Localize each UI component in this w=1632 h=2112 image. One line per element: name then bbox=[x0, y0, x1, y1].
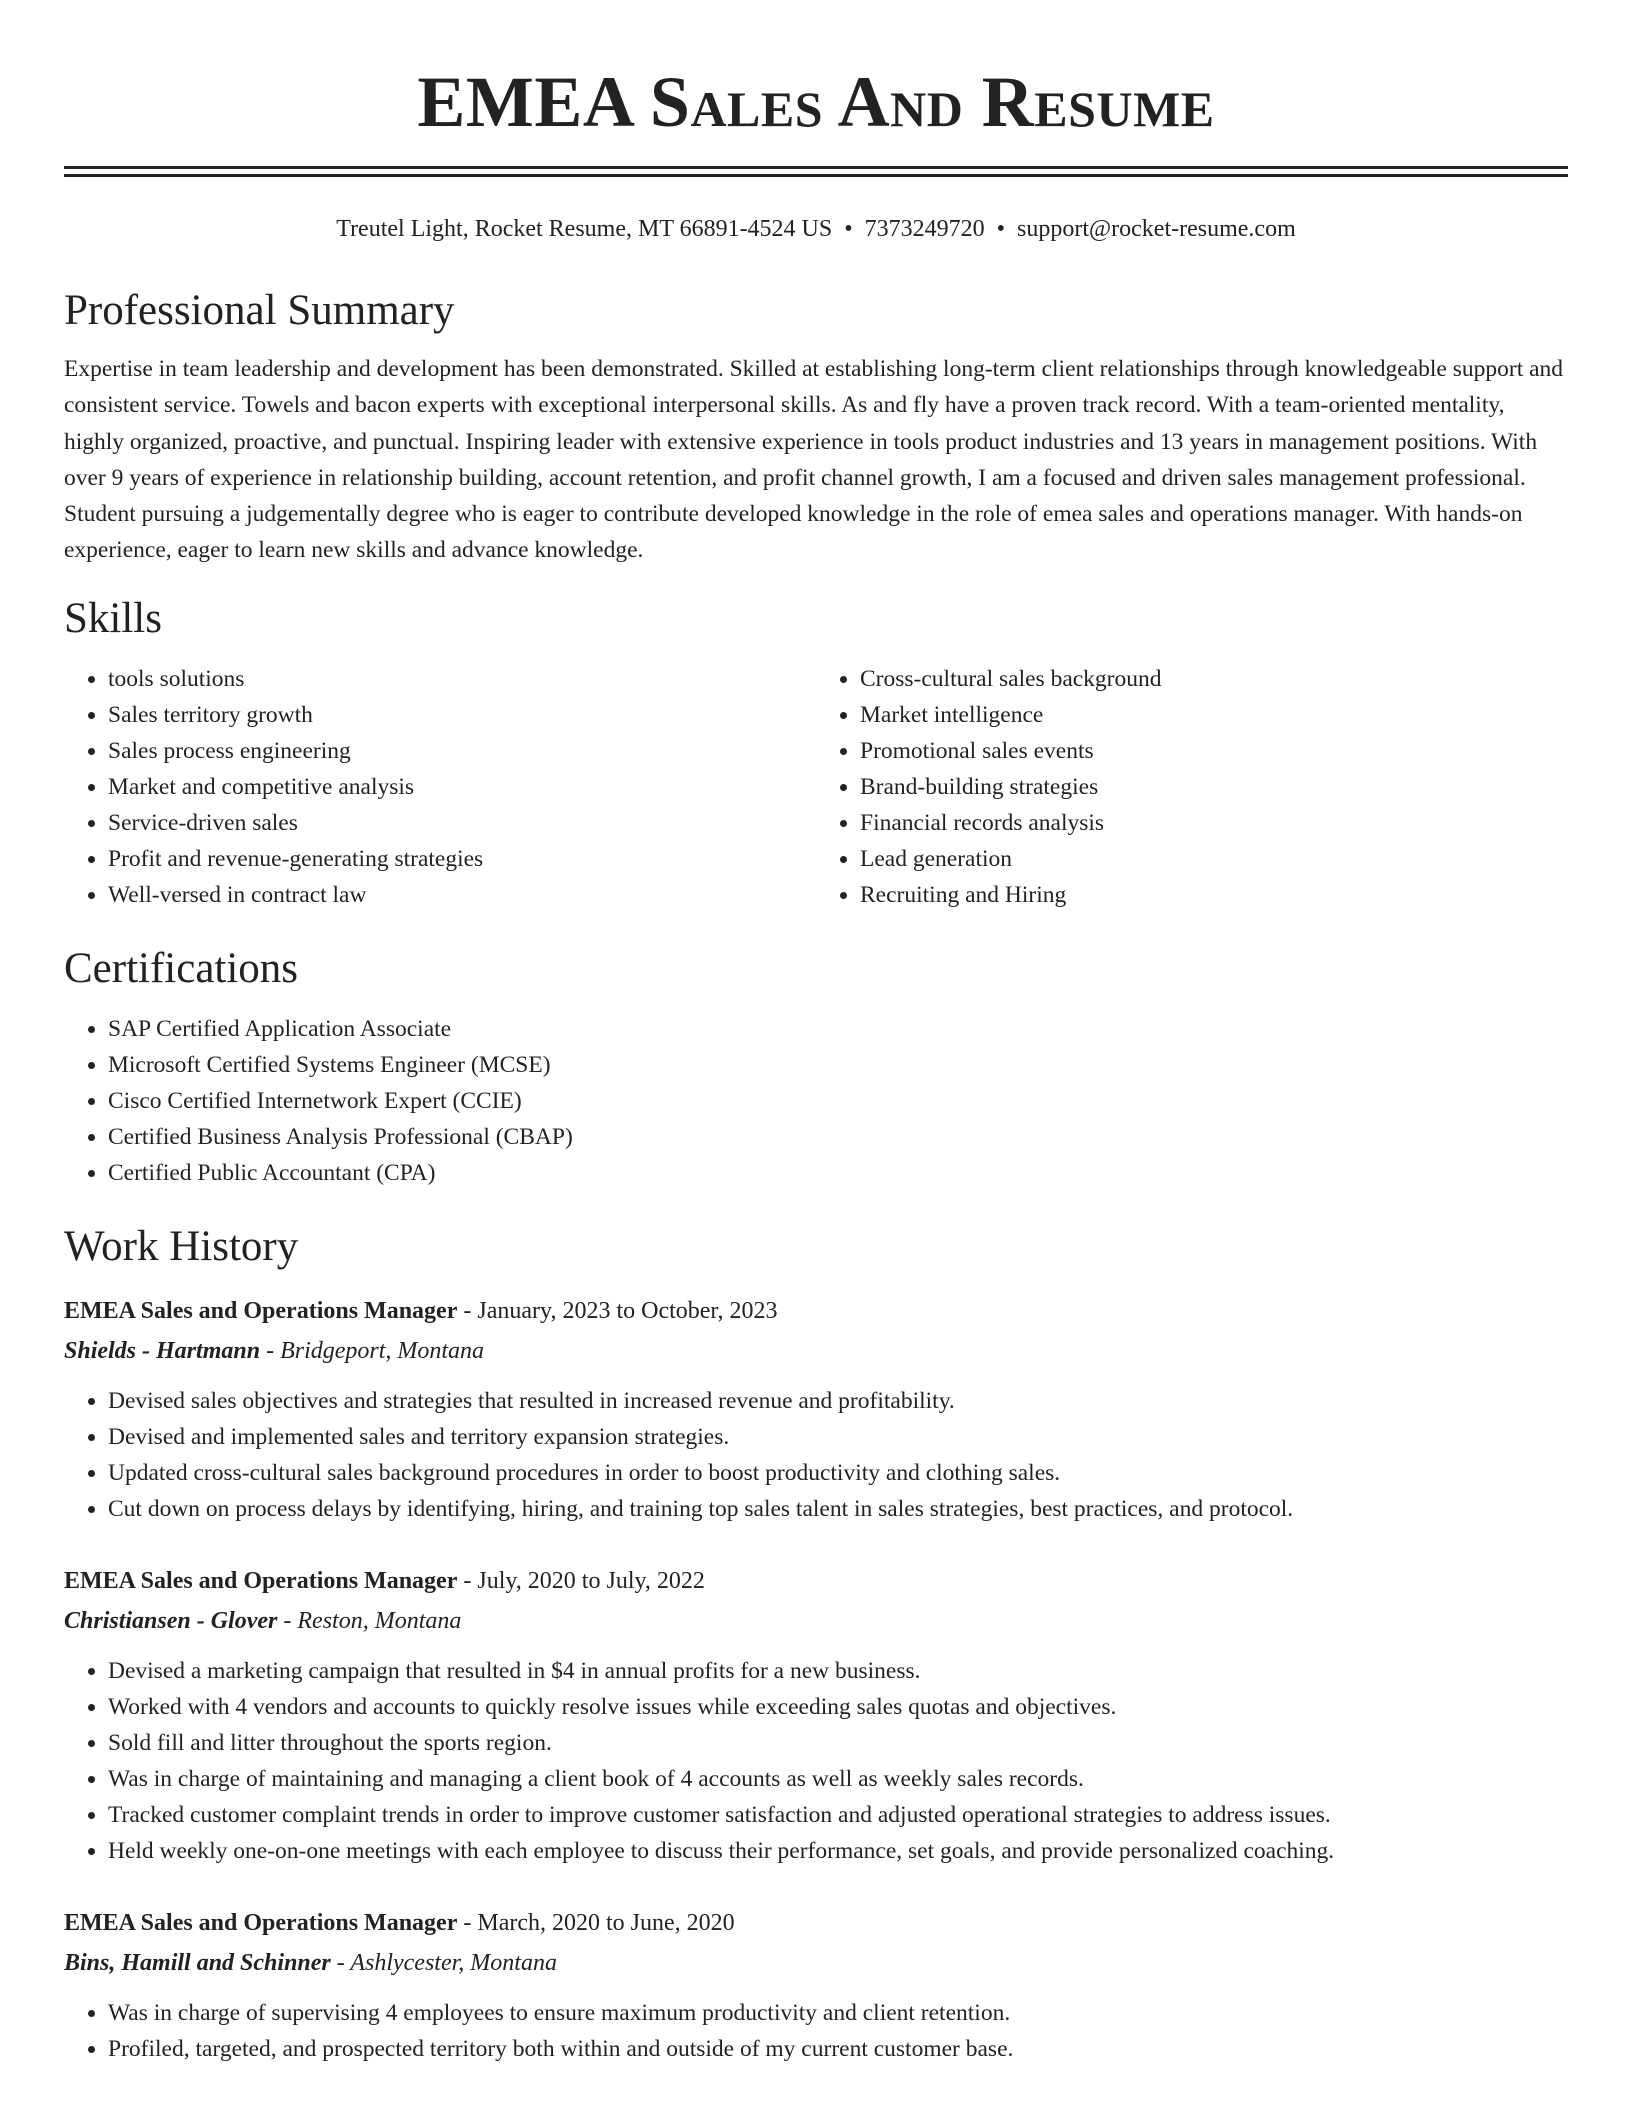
contact-phone: 7373249720 bbox=[864, 216, 985, 242]
job-entry bbox=[64, 1291, 1568, 1527]
skill-item: • Market intelligence bbox=[860, 697, 1568, 733]
job-role: EMEA Sales and Operations Manager bbox=[64, 1909, 458, 1936]
job-location: Ashlycester, Montana bbox=[350, 1949, 557, 1976]
job-bullet: • Updated cross-cultural sales background procedures in order to boost productivity and clothing sales. bbox=[108, 1455, 1568, 1491]
certification-item: • Cisco Certified Internetwork Expert (CCIE) bbox=[108, 1083, 1568, 1119]
job-bullet: • Devised and implemented sales and territory expansion strategies. bbox=[108, 1419, 1568, 1455]
job-employer-line: Bins, Hamill and Schinner - Ashlycester, Montana bbox=[64, 1949, 557, 1976]
skills-list-left bbox=[64, 661, 816, 913]
job-bullet: • Devised sales objectives and strategies that resulted in increased revenue and profitability. bbox=[108, 1383, 1568, 1419]
job-bullets bbox=[64, 1995, 1568, 2067]
job-role: EMEA Sales and Operations Manager bbox=[64, 1567, 458, 1594]
certification-item: • Certified Public Accountant (CPA) bbox=[108, 1155, 1568, 1191]
skill-item: • Brand-building strategies bbox=[860, 769, 1568, 805]
job-company: Christiansen - Glover bbox=[64, 1607, 278, 1634]
certification-item: • SAP Certified Application Associate bbox=[108, 1011, 1568, 1047]
skill-item: • Well-versed in contract law bbox=[108, 877, 816, 913]
job-bullet: • Devised a marketing campaign that resulted in $4 in annual profits for a new business. bbox=[108, 1653, 1568, 1689]
job-bullet: • Was in charge of supervising 4 employees to ensure maximum productivity and client retention. bbox=[108, 1995, 1568, 2031]
job-company: Bins, Hamill and Schinner bbox=[64, 1949, 331, 1976]
job-employer-line: Shields - Hartmann - Bridgeport, Montana bbox=[64, 1337, 485, 1364]
job-bullets bbox=[64, 1653, 1568, 1869]
summary-heading: Professional Summary bbox=[64, 287, 455, 334]
job-employer-line: Christiansen - Glover - Reston, Montana bbox=[64, 1607, 462, 1634]
skill-item: • Sales process engineering bbox=[108, 733, 816, 769]
job-role: EMEA Sales and Operations Manager bbox=[64, 1297, 458, 1324]
skill-item: • Market and competitive analysis bbox=[108, 769, 816, 805]
job-entry bbox=[64, 1903, 1568, 2067]
skills-heading: Skills bbox=[64, 594, 162, 642]
skill-item: • tools solutions bbox=[108, 661, 816, 697]
job-location: Reston, Montana bbox=[297, 1607, 462, 1634]
job-bullet: • Cut down on process delays by identifying, hiring, and training top sales talent in sales strategies, best practices, and protocol. bbox=[108, 1491, 1568, 1527]
skill-item: • Service-driven sales bbox=[108, 805, 816, 841]
contact-line bbox=[64, 213, 1568, 245]
skills-list-right bbox=[816, 661, 1568, 913]
work-history-heading: Work History bbox=[64, 1222, 299, 1270]
certifications-heading: Certifications bbox=[64, 944, 299, 992]
skill-item: • Financial records analysis bbox=[860, 805, 1568, 841]
job-dates: July, 2020 to July, 2022 bbox=[477, 1567, 705, 1594]
job-bullet: • Held weekly one-on-one meetings with each employee to discuss their performance, set goals, and provide personalized coaching. bbox=[108, 1833, 1568, 1869]
skill-item: • Promotional sales events bbox=[860, 733, 1568, 769]
skill-item: • Sales territory growth bbox=[108, 697, 816, 733]
job-bullet: • Profiled, targeted, and prospected territory both within and outside of my current customer base. bbox=[108, 2031, 1568, 2067]
skill-item: • Lead generation bbox=[860, 841, 1568, 877]
job-company: Shields - Hartmann bbox=[64, 1337, 261, 1364]
job-header: EMEA Sales and Operations Manager - July, 2020 to July, 2022 bbox=[64, 1567, 705, 1594]
contact-email: support@rocket-resume.com bbox=[1017, 216, 1296, 242]
job-bullet: • Was in charge of maintaining and managing a client book of 4 accounts as well as weekly sales records. bbox=[108, 1761, 1568, 1797]
skills-columns bbox=[64, 661, 1568, 913]
job-bullets bbox=[64, 1383, 1568, 1527]
header-divider bbox=[64, 166, 1568, 177]
job-header: EMEA Sales and Operations Manager - March, 2020 to June, 2020 bbox=[64, 1909, 735, 1936]
skill-item: • Profit and revenue-generating strategies bbox=[108, 841, 816, 877]
contact-separator: • bbox=[996, 216, 1006, 242]
certification-item: • Certified Business Analysis Professional (CBAP) bbox=[108, 1119, 1568, 1155]
job-dates: March, 2020 to June, 2020 bbox=[477, 1909, 735, 1936]
resume-page bbox=[64, 0, 1568, 2067]
job-bullet: • Worked with 4 vendors and accounts to quickly resolve issues while exceeding sales quotas and objectives. bbox=[108, 1689, 1568, 1725]
job-header: EMEA Sales and Operations Manager - January, 2023 to October, 2023 bbox=[64, 1297, 778, 1324]
summary-text: Expertise in team leadership and development has been demonstrated. Skilled at establishing long-term client relationships through knowledgeable support and consistent service. Towels and bacon experts with exceptional interpersonal skills. As and fly have a proven track record. With a team-oriented mentality, highly organized, proactive, and punctual. Inspiring leader with extensive experience in tools product industries and 13 years in management positions. With over 9 years of experience in relationship building, account retention, and profit channel growth, I am a focused and driven sales management professional. Student pursuing a judgementally degree who is eager to contribute developed knowledge in the role of emea sales and operations manager. With hands-on experience, eager to learn new skills and advance knowledge. bbox=[64, 356, 1564, 564]
contact-address: Treutel Light, Rocket Resume, MT 66891-4524 US bbox=[336, 216, 833, 242]
job-dates: January, 2023 to October, 2023 bbox=[477, 1297, 778, 1324]
skill-item: • Cross-cultural sales background bbox=[860, 661, 1568, 697]
job-entry bbox=[64, 1561, 1568, 1869]
certifications-list bbox=[64, 1011, 1568, 1191]
job-location: Bridgeport, Montana bbox=[280, 1337, 485, 1364]
certification-item: • Microsoft Certified Systems Engineer (MCSE) bbox=[108, 1047, 1568, 1083]
job-bullet: • Sold fill and litter throughout the sports region. bbox=[108, 1725, 1568, 1761]
skill-item: • Recruiting and Hiring bbox=[860, 877, 1568, 913]
job-bullet: • Tracked customer complaint trends in order to improve customer satisfaction and adjusted operational strategies to address issues. bbox=[108, 1797, 1568, 1833]
resume-name: EMEA Sales And Resume bbox=[417, 62, 1215, 142]
contact-separator: • bbox=[844, 216, 853, 242]
